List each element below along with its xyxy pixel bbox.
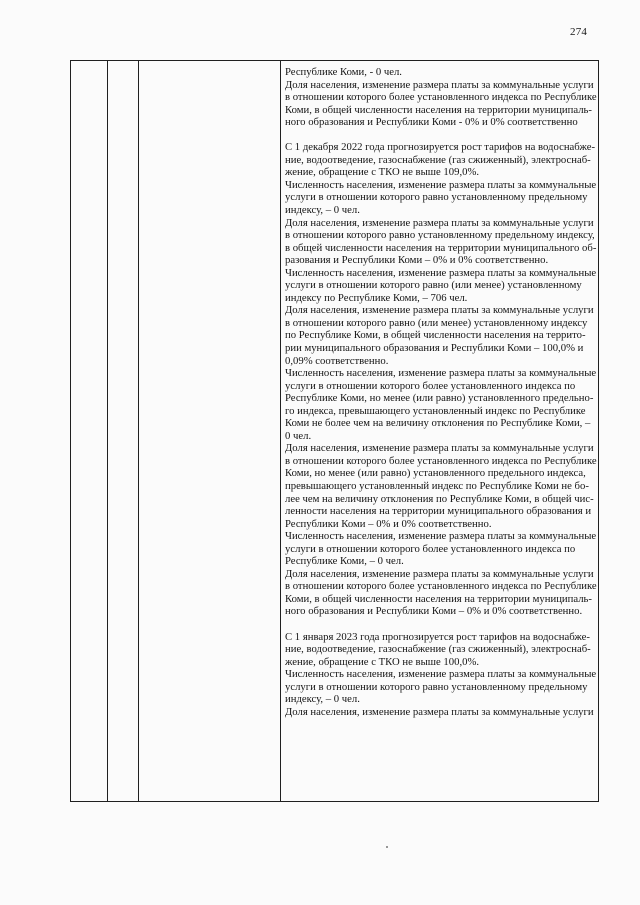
text-line: превышающего установленный индекс по Республике Коми не бо- <box>285 480 589 492</box>
text-line: Республике Коми, но менее (или равно) установленного предельно- <box>285 392 594 405</box>
text-line: Численность населения, изменение размера платы за коммунальные <box>285 668 597 681</box>
text-line: разования и Республики Коми – 0% и 0% соответственно. <box>285 254 549 267</box>
text-line: услуги в отношении которого более установленного индекса по <box>285 379 576 392</box>
text-line: 0 чел. <box>285 429 312 442</box>
page-number: 274 <box>570 26 588 38</box>
text-line: в отношении которого более установленного индекса по Республике <box>285 580 597 593</box>
text-line: Численность населения, изменение размера платы за коммунальные <box>285 367 597 380</box>
paragraph <box>285 530 596 568</box>
text-line: в общей численности населения на территории муниципального об- <box>285 241 597 254</box>
text-line: Республике Коми, - 0 чел. <box>285 66 402 78</box>
text-line: услуги в отношении которого равно (или менее) установленному <box>285 279 582 292</box>
content-text <box>281 61 598 718</box>
text-line: Доля населения, изменение размера платы за коммунальные услуги <box>285 567 594 580</box>
text-line: Доля населения, изменение размера платы за коммунальные услуги <box>285 304 594 317</box>
text-line: в отношении которого равно (или менее) установленному индексу <box>285 316 588 329</box>
text-line: ленности населения на территории муниципального образования и <box>285 505 592 518</box>
text-line: Численность населения, изменение размера платы за коммунальные <box>285 530 597 543</box>
table-cell-number <box>71 61 108 802</box>
paragraph <box>285 568 596 618</box>
text-line: в отношении которого более установленного индекса по Республике <box>285 91 597 104</box>
text-line: 0,09% соответственно. <box>285 354 389 367</box>
paragraph <box>285 706 596 719</box>
text-line: ние, водоотведение, газоснабжение (газ сжиженный), электроснаб- <box>285 153 591 166</box>
text-line: Доля населения, изменение размера платы за коммунальные услуги <box>285 442 594 455</box>
text-line: ние, водоотведение, газоснабжение (газ сжиженный), электроснаб- <box>285 643 591 656</box>
text-line: в отношении которого более установленного индекса по Республике <box>285 454 597 467</box>
paragraph <box>285 66 596 79</box>
text-line: услуги в отношении которого равно установленному предельному <box>285 191 588 204</box>
text-line: ного образования и Республики Коми – 0% и 0% соответственно. <box>285 605 583 618</box>
text-line: го индекса, превышающего установленный индекс по Республике <box>285 404 586 417</box>
text-line: услуги в отношении которого более установленного индекса по <box>285 542 576 555</box>
paragraph <box>285 179 596 217</box>
text-line: индексу по Республике Коми, – 706 чел. <box>285 291 468 304</box>
table-cell-content <box>281 61 599 802</box>
text-line: С 1 декабря 2022 года прогнозируется рост тарифов на водоснабже- <box>285 141 596 154</box>
text-line: Коми, в общей численности населения на территории муниципаль- <box>285 103 592 116</box>
paragraph <box>285 267 596 305</box>
text-line: индексу, – 0 чел. <box>285 203 360 216</box>
paragraph <box>285 367 596 442</box>
text-line: жение, обращение с ТКО не выше 109,0%. <box>285 166 480 179</box>
text-line: Доля населения, изменение размера платы за коммунальные услуги <box>285 78 594 91</box>
paragraph-spacer <box>285 618 596 631</box>
text-line: Численность населения, изменение размера платы за коммунальные <box>285 266 597 279</box>
paragraph <box>285 442 596 530</box>
text-line: С 1 января 2023 года прогнозируется рост тарифов на водоснабже- <box>285 630 590 643</box>
text-line: Численность населения, изменение размера платы за коммунальные <box>285 178 597 191</box>
paragraph <box>285 668 596 706</box>
text-line: Коми, в общей численности населения на территории муниципаль- <box>285 592 592 605</box>
text-line: Республики Коми – 0% и 0% соответственно. <box>285 517 492 530</box>
text-line: жение, обращение с ТКО не выше 100,0%. <box>285 655 480 668</box>
paragraph <box>285 631 596 669</box>
scan-dot <box>386 846 388 848</box>
text-line: ного образования и Республики Коми - 0% и 0% соответственно <box>285 116 578 129</box>
table-cell-name <box>139 61 281 802</box>
paragraph <box>285 304 596 367</box>
text-line: в отношении которого равно установленному предельному индексу, <box>285 229 595 242</box>
text-line: Республике Коми, – 0 чел. <box>285 555 404 568</box>
text-line: услуги в отношении которого равно установленному предельному <box>285 680 588 693</box>
text-line: индексу, – 0 чел. <box>285 693 360 706</box>
paragraph <box>285 217 596 267</box>
paragraph-spacer <box>285 129 596 142</box>
document-table <box>70 60 599 802</box>
text-line: по Республике Коми, в общей численности населения на террито- <box>285 329 586 342</box>
paragraph <box>285 141 596 179</box>
text-line: Доля населения, изменение размера платы за коммунальные услуги <box>285 216 594 229</box>
table-cell-index <box>108 61 139 802</box>
text-line: Коми, но менее (или равно) установленного предельного индекса, <box>285 467 586 480</box>
text-line: рии муниципального образования и Республики Коми – 100,0% и <box>285 341 584 354</box>
paragraph <box>285 79 596 129</box>
table-row <box>71 61 599 802</box>
text-line: Коми не более чем на величину отклонения по Республике Коми, – <box>285 417 591 430</box>
text-line: Доля населения, изменение размера платы за коммунальные услуги <box>285 705 594 718</box>
text-line: лее чем на величину отклонения по Республике Коми, в общей чис- <box>285 492 594 505</box>
